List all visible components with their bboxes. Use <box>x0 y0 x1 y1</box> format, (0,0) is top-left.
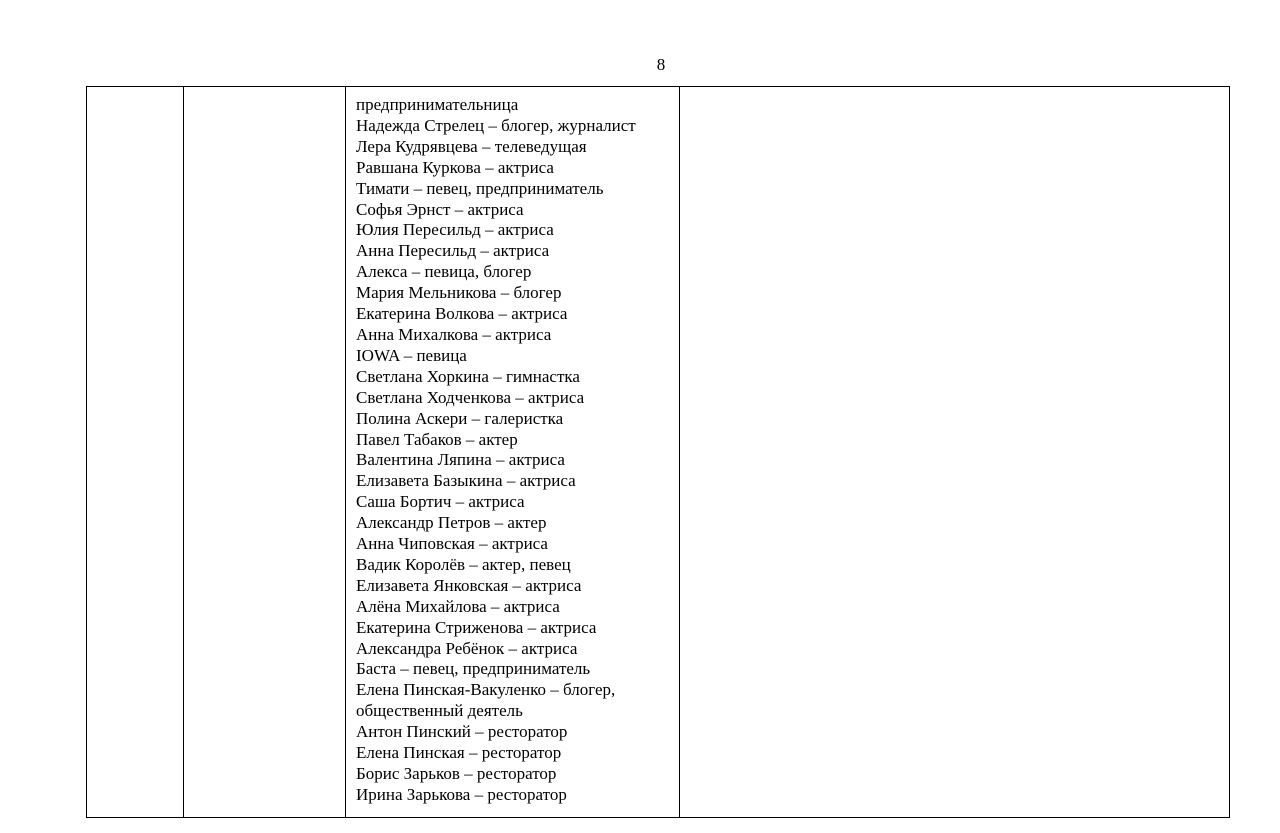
list-item: Анна Михалкова – актриса <box>356 324 552 344</box>
list-item: IOWA – певица <box>356 345 467 365</box>
list-item: Антон Пинский – ресторатор <box>356 722 568 742</box>
list-item: Софья Эрнст – актриса <box>356 199 524 219</box>
list-item: Алёна Михайлова – актриса <box>356 596 560 616</box>
list-item: Мария Мельникова – блогер <box>356 283 562 303</box>
list-item: Алекса – певица, блогер <box>356 262 532 282</box>
list-item: Баста – певец, предприниматель <box>356 659 591 679</box>
list-item: Екатерина Стриженова – актриса <box>356 617 597 637</box>
list-item: Павел Табаков – актер <box>356 429 518 449</box>
list-item: Валентина Ляпина – актриса <box>356 450 565 470</box>
list-item: Вадик Королёв – актер, певец <box>356 554 571 574</box>
list-item: Елена Пинская-Вакуленко – блогер, <box>356 680 616 700</box>
list-item: Елена Пинская – ресторатор <box>356 743 562 763</box>
document-table <box>86 86 1230 818</box>
list-item: Анна Пересильд – актриса <box>356 241 550 261</box>
list-item: Саша Бортич – актриса <box>356 492 525 512</box>
participants-list <box>356 95 679 806</box>
list-item: Светлана Хоркина – гимнастка <box>356 366 580 386</box>
list-item: предпринимательница <box>356 95 519 114</box>
list-item: Борис Зарьков – ресторатор <box>356 764 557 783</box>
list-item: Елизавета Базыкина – актриса <box>356 471 576 491</box>
list-item: Полина Аскери – галеристка <box>356 408 564 428</box>
table-cell-column-1 <box>87 87 184 818</box>
list-item: Надежда Стрелец – блогер, журналист <box>356 115 636 135</box>
list-item: Александра Ребёнок – актриса <box>356 638 578 658</box>
list-item: Ирина Зарькова – ресторатор <box>356 784 567 804</box>
list-item: Юлия Пересильд – актриса <box>356 220 554 240</box>
list-item: Тимати – певец, предприниматель <box>356 178 604 198</box>
page-number: 8 <box>656 55 666 74</box>
list-item: Екатерина Волкова – актриса <box>356 304 568 324</box>
list-item: Светлана Ходченкова – актриса <box>356 387 585 407</box>
list-item: Анна Чиповская – актриса <box>356 534 548 554</box>
table-cell-column-3 <box>346 87 680 818</box>
list-item: Елизавета Янковская – актриса <box>356 575 582 595</box>
list-item: Александр Петров – актер <box>356 513 547 533</box>
table-cell-column-4 <box>680 87 1230 818</box>
list-item: Равшана Куркова – актриса <box>356 157 554 177</box>
list-item: общественный деятель <box>356 701 523 721</box>
table-cell-column-2 <box>184 87 346 818</box>
table-row <box>87 87 1230 818</box>
list-item: Лера Кудрявцева – телеведущая <box>356 136 587 156</box>
